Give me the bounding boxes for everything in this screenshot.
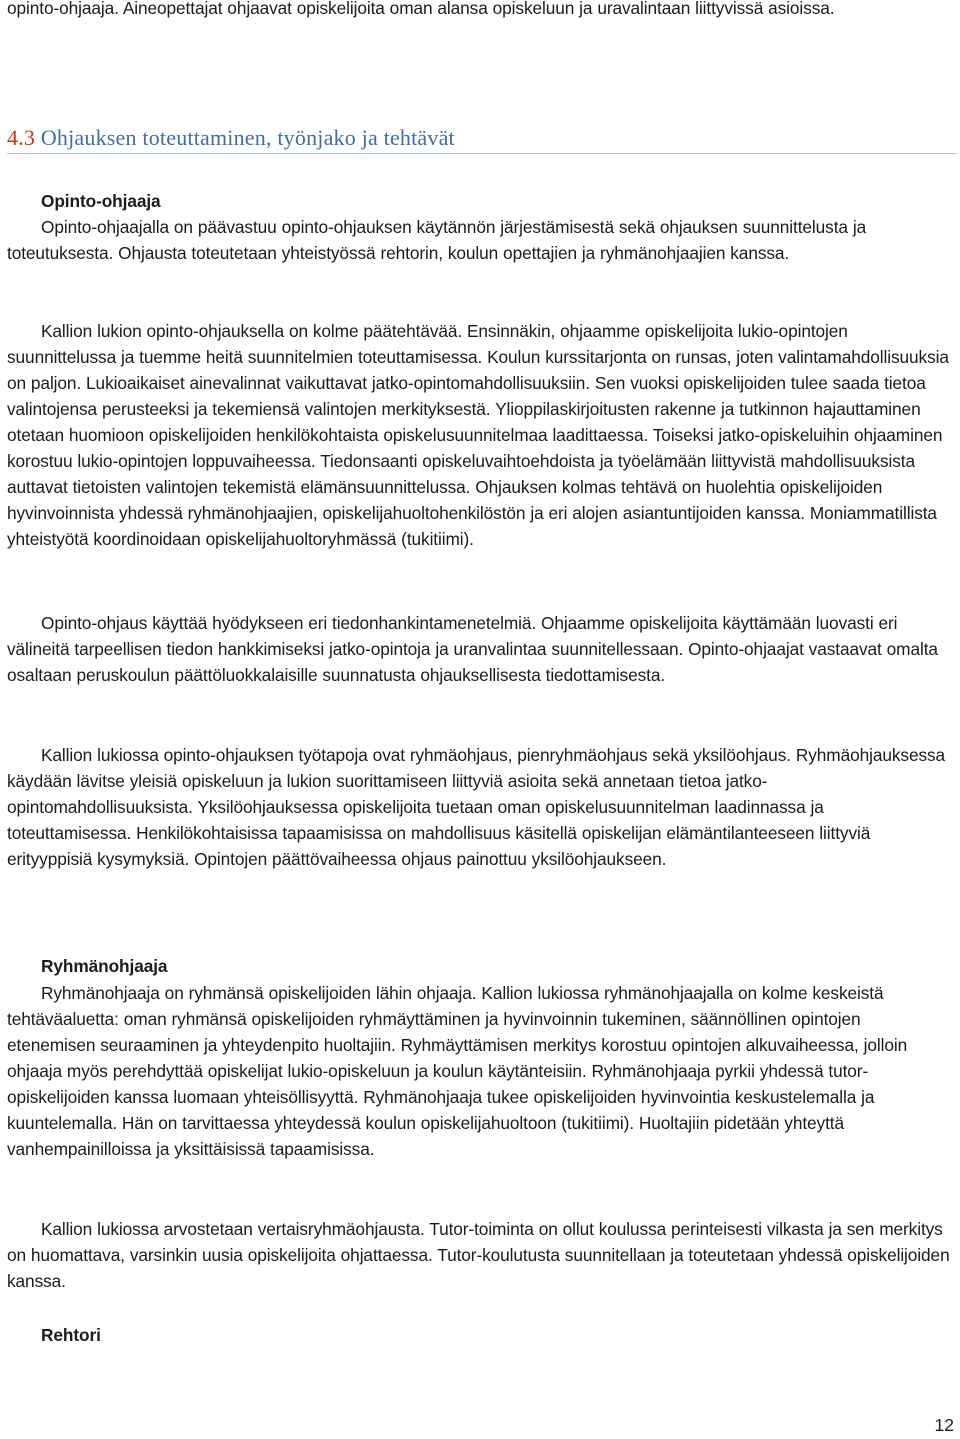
opinto-ohjaaja-paragraph-3: Opinto-ohjaus käyttää hyödykseen eri tiedonhankintamenetelmiä. Ohjaamme opiskelijoita käyttämään luovasti eri välineitä tarpeellisen tiedon hankkimiseksi jatko-opintoja ja uranvalintaa suunnitellessaan. Opinto-ohjaajat vastaavat omalta osaltaan peruskoulun päättöluokkalaisille suunnatusta ohjauksellisesta tiedottamisesta. [7, 613, 938, 685]
section-heading [7, 123, 957, 154]
section-title: Ohjauksen toteuttaminen, työnjako ja tehtävät [40, 125, 455, 150]
rehtori-heading: Rehtori [41, 1325, 101, 1345]
section-number: 4.3 [7, 125, 36, 150]
ryhmanohjaaja-paragraph-1: Ryhmänohjaaja on ryhmänsä opiskelijoiden lähin ohjaaja. Kallion lukiossa ryhmänohjaajalla on kolme keskeistä tehtäväaluetta: oman ryhmänsä opiskelijoiden ryhmäyttäminen ja hyvinvoinnin tukeminen, säännöllinen opintojen etenemisen seuraaminen ja yhteydenpito huoltajiin. Ryhmäyttämisen merkitys korostuu opintojen alkuvaiheessa, jolloin ohjaaja myös perehdyttää opiskelijat lukio-opiskeluun ja koulun käytänteisiin. Ryhmänohjaaja pyrkii yhdessä tutor-opiskelijoiden kanssa luomaan yhteisöllisyyttä. Ryhmänohjaaja tukee opiskelijoiden hyvinvointia keskustelemalla ja kuuntelemalla. Hän on tarvittaessa yhteydessä koulun opiskelijahuoltoon (tukitiimi). Huoltajiin pidetään yhteyttä vanhempainilloissa ja yksittäisissä tapaamisissa. [7, 983, 908, 1159]
opinto-ohjaaja-paragraph-2: Kallion lukion opinto-ohjauksella on kolme päätehtävää. Ensinnäkin, ohjaamme opiskelijoita lukio-opintojen suunnittelussa ja tuemme heitä suunnitelmien toteuttamisessa. Koulun kurssitarjonta on runsas, joten valintamahdollisuuksia on paljon. Lukioaikaiset ainevalinnat vaikuttavat jatko-opintomahdollisuuksiin. Sen vuoksi opiskelijoiden tulee saada tietoa valintojensa perusteeksi ja tekemiensä valintojen merkityksestä. Ylioppilaskirjoitusten rakenne ja tutkinnon hajauttaminen otetaan huomioon opiskelijoiden henkilökohtaista opiskelusuunnitelmaa laadittaessa. Toiseksi jatko-opiskeluihin ohjaaminen korostuu lukio-opintojen loppuvaiheessa. Tiedonsaanti opiskeluvaihtoehdoista ja työelämään liittyvistä mahdollisuuksista auttavat tietoisten valintojen tekemistä elämänsuunnittelussa. Ohjauksen kolmas tehtävä on huolehtia opiskelijoiden hyvinvoinnista yhdessä ryhmänohjaajien, opiskelijahuoltohenkilöstön ja eri alojen asiantuntijoiden kanssa. Moniammatillista yhteistyötä koordinoidaan opiskelijahuoltoryhmässä (tukitiimi). [7, 321, 949, 549]
opinto-ohjaaja-paragraph-1: Opinto-ohjaajalla on päävastuu opinto-ohjauksen käytännön järjestämisestä sekä ohjauksen suunnittelusta ja toteutuksesta. Ohjausta toteutetaan yhteistyössä rehtorin, koulun opettajien ja ryhmänohjaajien kanssa. [7, 217, 867, 263]
intro-paragraph: opinto-ohjaaja. Aineopettajat ohjaavat opiskelijoita oman alansa opiskeluun ja uravalintaan liittyvissä asioissa. [7, 0, 835, 18]
opinto-ohjaaja-heading: Opinto-ohjaaja [41, 191, 161, 211]
ryhmanohjaaja-heading: Ryhmänohjaaja [41, 956, 168, 976]
page-number: 12 [934, 1415, 954, 1435]
opinto-ohjaaja-paragraph-4: Kallion lukiossa opinto-ohjauksen työtapoja ovat ryhmäohjaus, pienryhmäohjaus sekä yksilöohjaus. Ryhmäohjauksessa käydään lävitse yleisiä opiskeluun ja lukion suorittamiseen liittyviä asioita sekä annetaan tietoa jatko-opintomahdollisuuksista. Yksilöohjauksessa opiskelijoita tuetaan oman opiskelusuunnitelman laadinnassa ja toteuttamisessa. Henkilökohtaisissa tapaamisissa on mahdollisuus käsitellä opiskelijan elämäntilanteeseen liittyviä erityyppisiä kysymyksiä. Opintojen päättövaiheessa ohjaus painottuu yksilöohjaukseen. [7, 745, 946, 869]
ryhmanohjaaja-paragraph-2: Kallion lukiossa arvostetaan vertaisryhmäohjausta. Tutor-toiminta on ollut koulussa perinteisesti vilkasta ja sen merkitys on huomattava, varsinkin uusia opiskelijoita ohjattaessa. Tutor-koulutusta suunnitellaan ja toteutetaan yhdessä opiskelijoiden kanssa. [7, 1219, 950, 1291]
